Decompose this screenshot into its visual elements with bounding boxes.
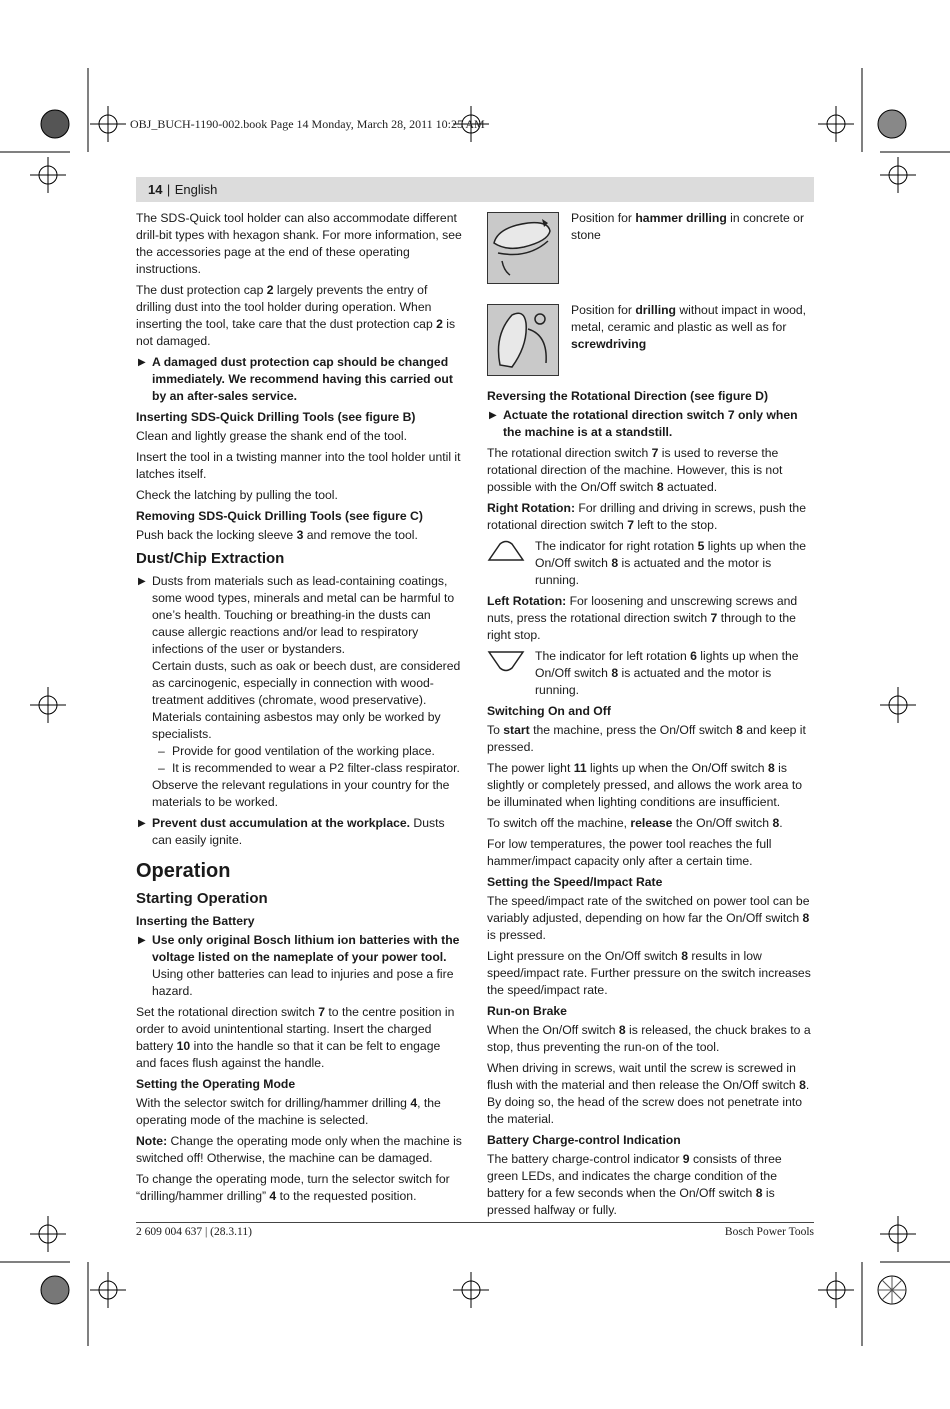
header-language: English — [174, 182, 218, 197]
footer-doc-number: 2 609 004 637 | (28.3.11) — [136, 1226, 252, 1238]
drill-mode-icon — [487, 304, 559, 376]
paragraph: The speed/impact rate of the switched on power tool can be variably adjusted, depending on how far the On/Off switch 8 is pressed. — [487, 894, 810, 942]
section-heading: Switching On and Off — [487, 704, 611, 718]
indicator-left-rotation: The indicator for left rotation 6 lights up when the On/Off switch 8 is actuated and the motor is running. — [487, 648, 815, 699]
page-header — [148, 181, 217, 199]
paragraph: For low temperatures, the power tool reaches the full hammer/impact capacity only after a certain time. — [487, 837, 772, 868]
right-column — [487, 210, 815, 1223]
list-item: – It is recommended to wear a P2 filter-class respirator. — [158, 761, 460, 775]
paragraph: To change the operating mode, turn the selector switch for “drilling/hammer drilling” 4 to the requested position. — [136, 1172, 450, 1203]
paragraph: Note: Change the operating mode only when the machine is switched off! Otherwise, the machine can be damaged. — [136, 1134, 462, 1165]
paragraph: Certain dusts, such as oak or beech dust, are considered as carcinogenic, especially in connection with wood-treatment additives (chromate, wood preservative). Materials containing asbestos may only be worked by specialists. — [152, 659, 461, 741]
indicator-right-rotation: The indicator for right rotation 5 lights up when the On/Off switch 8 is actuated and the motor is running. — [487, 538, 815, 589]
mode-hammer-drilling — [487, 210, 815, 302]
mode-drilling — [487, 302, 815, 384]
page-number: 14 — [148, 182, 163, 197]
paragraph: The SDS-Quick tool holder can also accommodate different drill-bit types with hexagon shank. For more information, see the accessories page at the end of these operating instructions. — [136, 211, 462, 276]
paragraph: Check the latching by pulling the tool. — [136, 488, 338, 502]
paragraph: Right Rotation: For drilling and driving in screws, push the rotational direction switch 7 left to the stop. — [487, 501, 806, 532]
bullet-icon: ▶ — [138, 935, 146, 946]
paragraph: When the On/Off switch 8 is released, the chuck brakes to a stop, thus preventing the run-on of the tool. — [487, 1023, 811, 1054]
paragraph: Push back the locking sleeve 3 and remove the tool. — [136, 528, 418, 542]
bullet-icon: ▶ — [489, 410, 497, 421]
paragraph: When driving in screws, wait until the screw is screwed in flush with the material and then release the On/Off switch 8. By doing so, the head of the screw does not penetrate into the material. — [487, 1061, 810, 1126]
footer-brand: Bosch Power Tools — [724, 1226, 814, 1238]
section-heading: Inserting the Battery — [136, 914, 255, 928]
list-item: – Provide for good ventilation of the working place. — [158, 744, 435, 758]
section-heading: Setting the Operating Mode — [136, 1077, 296, 1091]
paragraph: To switch off the machine, release the On/Off switch 8. — [487, 816, 783, 830]
paragraph: The dust protection cap 2 largely prevents the entry of drilling dust into the tool holder during operation. When inserting the tool, take care that the dust protection cap 2 is not damaged. — [136, 283, 456, 348]
mode-description: Position for drilling without impact in wood, metal, ceramic and plastic as well as for screwdriving — [571, 303, 807, 351]
paragraph: The power light 11 lights up when the On/Off switch 8 is slightly or completely pressed, and allows the work area to be illuminated when lighting conditions are insufficient. — [487, 761, 802, 809]
mode-description: Position for hammer drilling in concrete or stone — [571, 211, 805, 242]
bullet-icon: ▶ — [138, 357, 146, 368]
bullet-icon: ▶ — [138, 576, 146, 587]
section-heading: Run-on Brake — [487, 1004, 567, 1018]
hammer-drill-mode-icon — [487, 212, 559, 284]
print-info: OBJ_BUCH-1190-002.book Page 14 Monday, March 28, 2011 10:25 AM — [130, 117, 485, 131]
paragraph: The battery charge-control indicator 9 consists of three green LEDs, and indicates the charge condition of the battery for a few seconds when the On/Off switch 8 is pressed halfway or fully. — [487, 1152, 782, 1217]
section-heading: Battery Charge-control Indication — [487, 1133, 681, 1147]
paragraph: Set the rotational direction switch 7 to the centre position in order to avoid unintentional starting. Insert the charged battery 10 into the handle so that it can be felt to engage and faces flush against the handle. — [136, 1005, 455, 1070]
paragraph: Observe the relevant regulations in your country for the materials to be worked. — [152, 778, 450, 809]
section-heading: Starting Operation — [136, 890, 268, 907]
bullet-icon: ▶ — [138, 818, 146, 829]
warning-item: ▶ Dusts from materials such as lead-containing coatings, some wood types, minerals and metal can be harmful to one’s health. Touching or breathing-in the dusts can cause allergic reactions and/or lead to respiratory infections of the user or bystanders. — [138, 574, 455, 656]
section-heading: Setting the Speed/Impact Rate — [487, 875, 663, 889]
paragraph: Left Rotation: For loosening and unscrewing screws and nuts, press the rotational direction switch 7 through to the right stop. — [487, 594, 798, 642]
header-separator: | — [166, 182, 171, 197]
section-heading: Dust/Chip Extraction — [136, 550, 285, 567]
warning-item: ▶ Prevent dust accumulation at the workplace. Dusts can easily ignite. — [138, 816, 445, 847]
section-heading: Reversing the Rotational Direction (see figure D) — [487, 389, 769, 403]
chapter-heading: Operation — [136, 860, 231, 882]
paragraph: Insert the tool in a twisting manner into the tool holder until it latches itself. — [136, 450, 461, 481]
paragraph: Light pressure on the On/Off switch 8 results in low speed/impact rate. Further pressure on the switch increases the speed/impact rate. — [487, 949, 811, 997]
page-header-bar — [136, 177, 814, 202]
warning-item: ▶ A damaged dust protection cap should be changed immediately. We recommend having this carried out by an after-sales service. — [138, 355, 453, 403]
left-column — [136, 210, 462, 1209]
paragraph: The rotational direction switch 7 is used to reverse the rotational direction of the machine. However, this is not possible with the On/Off switch 8 actuated. — [487, 446, 783, 494]
paragraph: To start the machine, press the On/Off switch 8 and keep it pressed. — [487, 723, 806, 754]
section-heading: Inserting SDS-Quick Drilling Tools (see figure B) — [136, 410, 416, 424]
right-rotation-indicator-icon — [487, 540, 525, 562]
left-rotation-indicator-icon — [487, 650, 525, 672]
footer-rule — [136, 1222, 814, 1223]
paragraph: Clean and lightly grease the shank end of the tool. — [136, 429, 408, 443]
warning-item: ▶ Use only original Bosch lithium ion batteries with the voltage listed on the nameplate of your power tool. Using other batteries can lead to injuries and pose a fire hazard. — [138, 933, 460, 998]
paragraph: With the selector switch for drilling/hammer drilling 4, the operating mode of the machine is selected. — [136, 1096, 441, 1127]
section-heading: Removing SDS-Quick Drilling Tools (see figure C) — [136, 509, 423, 523]
warning-item: ▶ Actuate the rotational direction switch 7 only when the machine is at a standstill. — [489, 408, 798, 439]
